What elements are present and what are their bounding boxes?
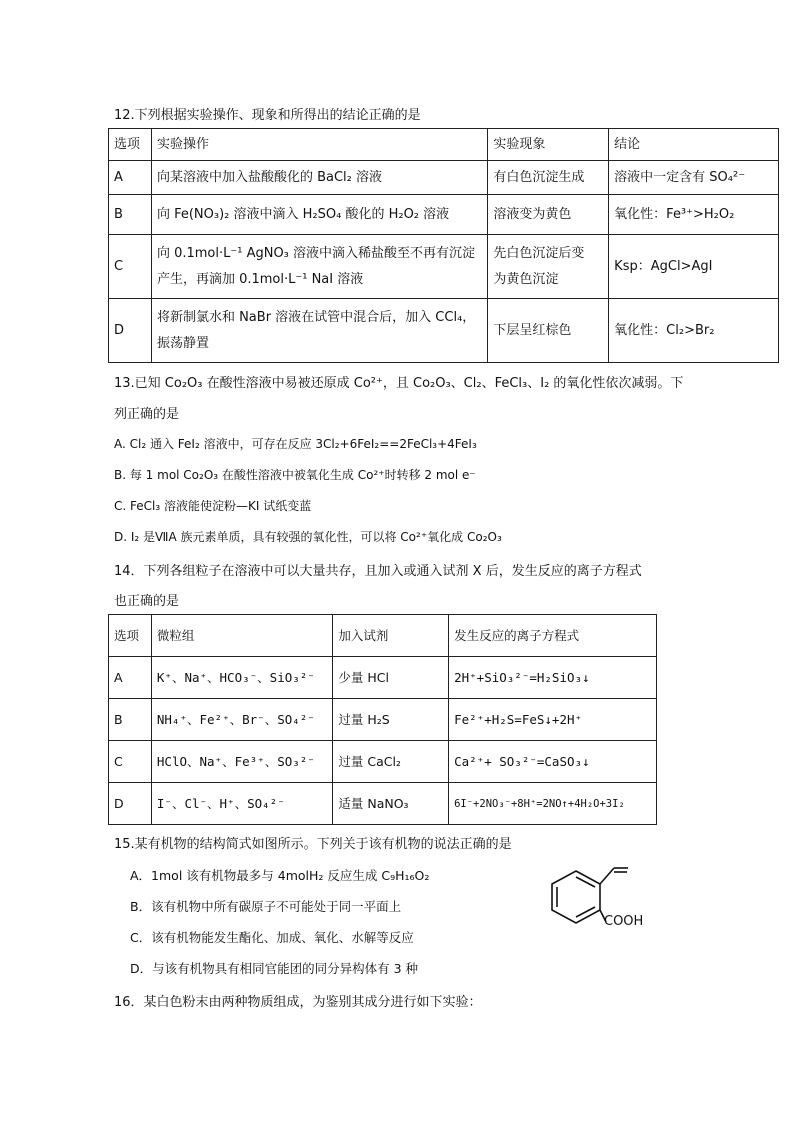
header-cell: 微粒组 [151,615,332,657]
table-row [109,161,779,195]
operation-cell [151,235,487,299]
q12-title: 12.下列根据实验操作、现象和所得出的结论正确的是 [114,108,421,123]
reagent-cell: 少量 HCl [333,657,449,699]
phenomenon-cell: 有白色沉淀生成 [488,161,609,195]
operation-cell [151,299,487,363]
table-header-row [109,615,657,657]
table-row [109,657,657,699]
operation-cell: 向 Fe(NO₃)₂ 溶液中滴入 H₂SO₄ 酸化的 H₂O₂ 溶液 [151,195,487,235]
conclusion-cell: 氧化性：Cl₂>Br₂ [609,299,779,363]
ions-cell: HClO、Na⁺、Fe³⁺、SO₃²⁻ [151,741,332,783]
q13-option-a: A. Cl₂ 通入 FeI₂ 溶液中，可存在反应 3Cl₂+6FeI₂==2FeCl₃+4FeI₃ [114,437,477,451]
q12-table [108,128,779,363]
table-row [109,235,779,299]
operation-line: 将新制氯水和 NaBr 溶液在试管中混合后，加入 CCl₄， [156,309,476,325]
equation-cell: 6I⁻+2NO₃⁻+8H⁺=2NO↑+4H₂O+3I₂ [449,783,657,825]
conclusion-cell: 溶液中一定含有 SO₄²⁻ [609,161,779,195]
conclusion-cell: Ksp：AgCl>AgI [609,235,779,299]
equation-cell: Ca²⁺+ SO₃²⁻=CaSO₃↓ [449,741,657,783]
q15-option-b: B．该有机物中所有碳原子不可能处于同一平面上 [130,899,402,914]
option-cell: A [109,657,152,699]
table-row [109,783,657,825]
table-row [109,741,657,783]
cooh-label: COOH [604,914,644,929]
header-cell: 实验操作 [151,129,487,161]
operation-line: 向 0.1mol·L⁻¹ AgNO₃ 溶液中滴入稀盐酸至不再有沉淀 [156,245,476,261]
table-header-row [109,129,779,161]
q13-option-c: C. FeCl₃ 溶液能使淀粉—KI 试纸变蓝 [114,499,312,513]
structure-diagram [540,862,670,940]
header-cell: 选项 [109,129,152,161]
q13-option-d: D. I₂ 是ⅦA 族元素单质，具有较强的氧化性，可以将 Co²⁺氧化成 Co₂O₃ [114,530,502,544]
phenomenon-cell: 溶液变为黄色 [488,195,609,235]
q15-option-d: D．与该有机物具有相同官能团的同分异构体有 3 种 [130,961,419,976]
option-cell: B [109,699,152,741]
table-row [109,699,657,741]
ions-cell: K⁺、Na⁺、HCO₃⁻、SiO₃²⁻ [151,657,332,699]
phenomenon-line: 先白色沉淀后变 [493,245,585,261]
q13-title-line1: 13.已知 Co₂O₃ 在酸性溶液中易被还原成 Co²⁺，且 Co₂O₃、Cl₂、FeCl₃、I₂ 的氧化性依次减弱。下 [114,376,684,391]
header-cell: 选项 [109,615,152,657]
operation-line: 振荡静置 [156,335,209,351]
option-cell: D [109,783,152,825]
phenomenon-cell [488,235,609,299]
header-cell: 加入试剂 [333,615,449,657]
q14-title-line1: 14．下列各组粒子在溶液中可以大量共存，且加入或通入试剂 X 后，发生反应的离子方程式 [114,564,642,579]
ions-cell: NH₄⁺、Fe²⁺、Br⁻、SO₄²⁻ [151,699,332,741]
table-row [109,195,779,235]
equation-cell: 2H⁺+SiO₃²⁻=H₂SiO₃↓ [449,657,657,699]
ions-cell: I⁻、Cl⁻、H⁺、SO₄²⁻ [151,783,332,825]
operation-line: 产生，再滴加 0.1mol·L⁻¹ NaI 溶液 [156,271,364,287]
option-cell: C [109,235,152,299]
q16-title: 16．某白色粉末由两种物质组成，为鉴别其成分进行如下实验： [114,995,482,1010]
equation-cell: Fe²⁺+H₂S=FeS↓+2H⁺ [449,699,657,741]
phenomenon-cell: 下层呈红棕色 [488,299,609,363]
option-cell: D [109,299,152,363]
phenomenon-line: 为黄色沉淀 [493,271,559,287]
option-cell: A [109,161,152,195]
q15-title: 15.某有机物的结构简式如图所示。下列关于该有机物的说法正确的是 [114,837,512,852]
q13-option-b: B. 每 1 mol Co₂O₃ 在酸性溶液中被氧化生成 Co²⁺时转移 2 mol e⁻ [114,468,476,482]
option-cell: C [109,741,152,783]
reagent-cell: 过量 H₂S [333,699,449,741]
reagent-cell: 适量 NaNO₃ [333,783,449,825]
q14-table [108,614,657,825]
table-row [109,299,779,363]
q15-option-c: C．该有机物能发生酯化、加成、氧化、水解等反应 [130,930,414,945]
option-cell: B [109,195,152,235]
header-cell: 发生反应的离子方程式 [449,615,657,657]
header-cell: 结论 [609,129,779,161]
header-cell: 实验现象 [488,129,609,161]
q15-option-a: A．1mol 该有机物最多与 4molH₂ 反应生成 C₉H₁₆O₂ [130,868,430,883]
operation-cell: 向某溶液中加入盐酸酸化的 BaCl₂ 溶液 [151,161,487,195]
q14-title-line2: 也正确的是 [114,594,180,609]
q13-title-line2: 列正确的是 [114,407,180,422]
reagent-cell: 过量 CaCl₂ [333,741,449,783]
conclusion-cell: 氧化性：Fe³⁺>H₂O₂ [609,195,779,235]
